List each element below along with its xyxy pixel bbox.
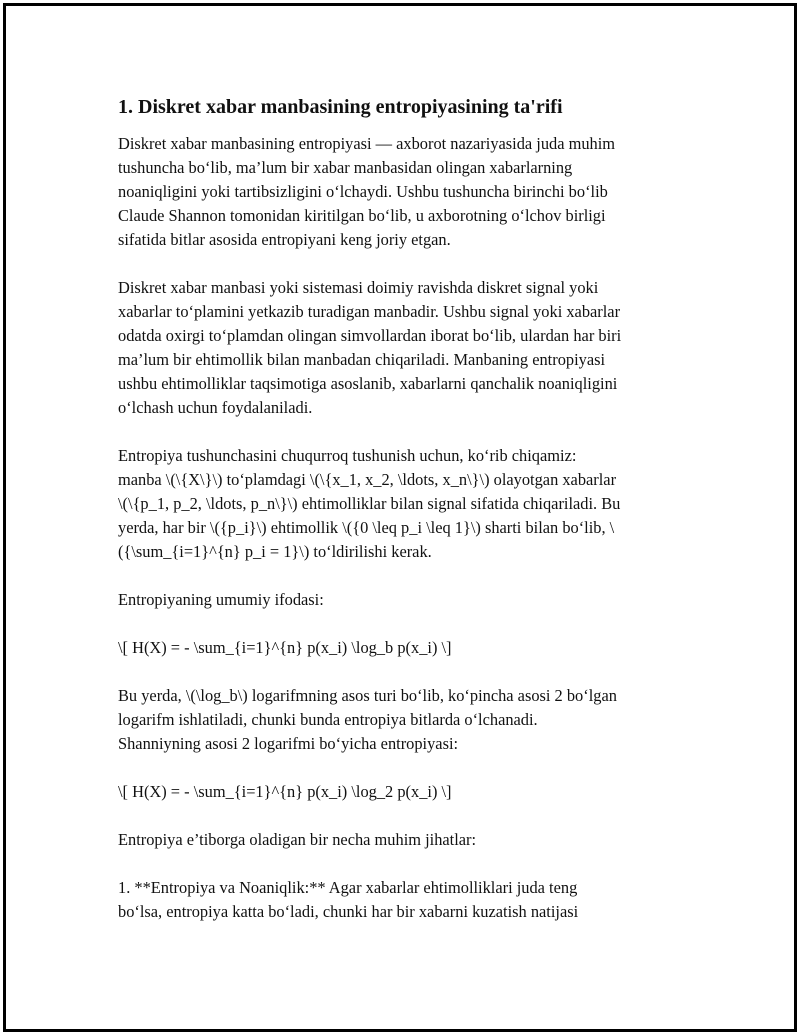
text-line: 1. **Entropiya va Noaniqlik:** Agar xabarlar ehtimolliklari juda teng — [118, 878, 578, 897]
text-line: xabarlar to‘plamini yetkazib turadigan manbadir. Ushbu signal yoki xabarlar — [118, 302, 621, 321]
text-line: noaniqligini yoki tartibsizligini o‘lchaydi. Ushbu tushuncha birinchi bo‘lib — [118, 182, 608, 201]
text-line: tushuncha bo‘lib, ma’lum bir xabar manbasidan olingan xabarlarning — [118, 158, 573, 177]
section-heading: 1. Diskret xabar manbasining entropiyasining ta'rifi — [118, 96, 563, 118]
paragraph — [118, 780, 698, 804]
text-line: manba \(\{X\}\) to‘plamdagi \(\{x_1, x_2, \ldots, x_n\}\) olayotgan xabarlar — [118, 470, 617, 489]
text-line: ma’lum bir ehtimollik bilan manbadan chiqariladi. Manbaning entropiyasi — [118, 350, 606, 369]
text-line: Entropiyaning umumiy ifodasi: — [118, 590, 324, 609]
text-line: \[ H(X) = - \sum_{i=1}^{n} p(x_i) \log_b p(x_i) \] — [118, 638, 452, 657]
text-line: o‘lchash uchun foydalaniladi. — [118, 398, 313, 417]
text-line: \(\{p_1, p_2, \ldots, p_n\}\) ehtimolliklar bilan signal sifatida chiqariladi. Bu — [118, 494, 621, 513]
text-line: yerda, har bir \({p_i}\) ehtimollik \({0 \leq p_i \leq 1}\) sharti bilan bo‘lib, \ — [118, 518, 615, 537]
text-line: odatda oxirgi to‘plamdan olingan simvollardan iborat bo‘lib, ulardan har biri — [118, 326, 622, 345]
text-line: ushbu ehtimolliklar taqsimotiga asoslanib, xabarlarni qanchalik noaniqligini — [118, 374, 618, 393]
paragraph — [118, 636, 698, 660]
paragraph — [118, 132, 698, 252]
paragraph — [118, 876, 698, 924]
text-line: Diskret xabar manbasining entropiyasi — axborot nazariyasida juda muhim — [118, 134, 616, 153]
text-line: Diskret xabar manbasi yoki sistemasi doimiy ravishda diskret signal yoki — [118, 278, 599, 297]
paragraph — [118, 588, 698, 612]
paragraph-list — [118, 132, 698, 924]
text-line: Shanniyning asosi 2 logarifmi bo‘yicha entropiyasi: — [118, 734, 459, 753]
text-line: Entropiya tushunchasini chuqurroq tushunish uchun, ko‘rib chiqamiz: — [118, 446, 577, 465]
text-line: \[ H(X) = - \sum_{i=1}^{n} p(x_i) \log_2 p(x_i) \] — [118, 782, 452, 801]
document-body — [118, 94, 698, 948]
paragraph — [118, 828, 698, 852]
paragraph — [118, 444, 698, 564]
text-line: logarifm ishlatiladi, chunki bunda entropiya bitlarda o‘lchanadi. — [118, 710, 538, 729]
text-line: Entropiya e’tiborga oladigan bir necha muhim jihatlar: — [118, 830, 477, 849]
text-line: Bu yerda, \(\log_b\) logarifmning asos turi bo‘lib, ko‘pincha asosi 2 bo‘lgan — [118, 686, 617, 705]
paragraph — [118, 276, 698, 420]
text-line: sifatida bitlar asosida entropiyani keng joriy etgan. — [118, 230, 451, 249]
text-line: bo‘lsa, entropiya katta bo‘ladi, chunki har bir xabarni kuzatish natijasi — [118, 902, 579, 921]
text-line: Claude Shannon tomonidan kiritilgan bo‘lib, u axborotning o‘lchov birligi — [118, 206, 606, 225]
text-line: ({\sum_{i=1}^{n} p_i = 1}\) to‘ldirilishi kerak. — [118, 542, 432, 561]
paragraph — [118, 684, 698, 756]
